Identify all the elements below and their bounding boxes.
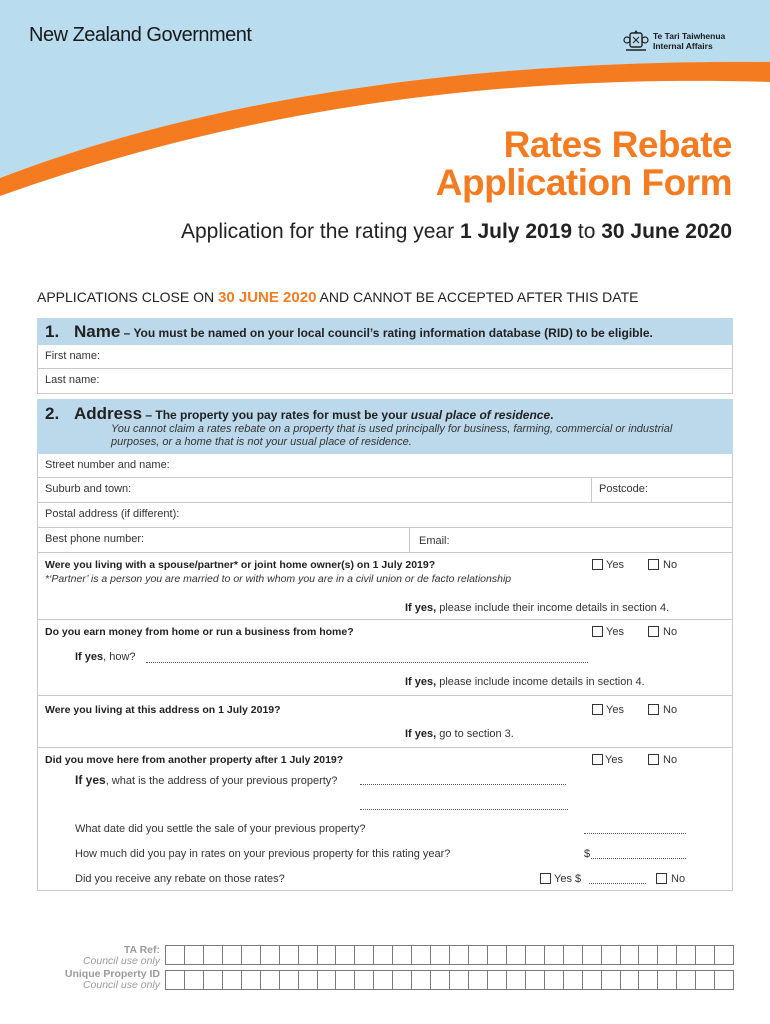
nz-government-logo: New Zealand Government: [29, 24, 252, 46]
business-yes-checkbox[interactable]: [592, 626, 603, 637]
rebate-yes-checkbox[interactable]: [540, 873, 551, 884]
suburb-postcode-row: [37, 478, 733, 503]
move-no-checkbox[interactable]: [648, 754, 659, 765]
partner-yes-checkbox[interactable]: [592, 559, 603, 570]
section-2-header: 2. Address – The property you pay rates for must be your usual place of residence. You cannot claim a rates rebate on a property that is used principally for business, farming, commercial or industrial purposes, or a home that is not your usual place of residence.: [37, 399, 733, 454]
section-2-note: You cannot claim a rates rebate on a property that is used principally for business, farming, commercial or industrial purposes, or a home that is not your usual place of residence.: [111, 423, 673, 448]
last-name-field[interactable]: Last name:: [37, 369, 733, 394]
upid-label: Unique Property ID Council use only: [64, 968, 160, 991]
page-title: Rates Rebate Application Form: [435, 124, 732, 203]
move-question-block: Did you move here from another property after 1 July 2019? Yes No If yes, what is the address of your previous property? What date did you settle the sale of your previous property? How much did you pay in rates on your previous property for this rating year? $ Did you receive any rebate on those rates? Yes $ No: [37, 748, 733, 891]
section-1-header: 1. Name – You must be named on your local council’s rating information database (RID) to be eligible.: [37, 318, 733, 345]
closing-date-notice: APPLICATIONS CLOSE ON 30 JUNE 2020 AND CANNOT BE ACCEPTED AFTER THIS DATE: [37, 289, 639, 306]
previous-address-line-1[interactable]: [360, 784, 566, 785]
suburb-field[interactable]: Suburb and town:: [45, 483, 132, 495]
street-field[interactable]: Street number and name:: [37, 454, 733, 478]
business-no-checkbox[interactable]: [648, 626, 659, 637]
upid-grid[interactable]: [165, 970, 734, 990]
business-how-line[interactable]: [146, 662, 588, 663]
rebate-amount-line[interactable]: [589, 883, 646, 884]
dept-name-english: Internal Affairs: [653, 41, 713, 51]
internal-affairs-logo: [623, 28, 725, 54]
phone-field[interactable]: Best phone number:: [45, 533, 145, 545]
partner-no-checkbox[interactable]: [648, 559, 659, 570]
partner-question-block: Were you living with a spouse/partner* or joint home owner(s) on 1 July 2019? *‘Partner’ is a person you are married to or with whom you are in a civil union or de facto relationship Yes No If yes, please include their income details in section 4.: [37, 552, 733, 620]
postal-address-field[interactable]: Postal address (if different):: [37, 503, 733, 528]
ta-ref-grid[interactable]: [165, 945, 734, 965]
rates-paid-line[interactable]: [591, 858, 686, 859]
postcode-field[interactable]: Postcode:: [599, 483, 648, 495]
living-yes-checkbox[interactable]: [592, 704, 603, 715]
rebate-no-checkbox[interactable]: [656, 873, 667, 884]
first-name-field[interactable]: First name:: [37, 345, 733, 369]
dept-name-maori: Te Tari Taiwhenua: [653, 31, 726, 41]
rating-year-subtitle: Application for the rating year 1 July 2019 to 30 June 2020: [180, 220, 732, 243]
ta-ref-label: TA Ref: Council use only: [82, 944, 160, 967]
coat-of-arms-icon: [623, 28, 649, 54]
settle-date-line[interactable]: [584, 833, 686, 834]
living-question-block: Were you living at this address on 1 July 2019? Yes No If yes, go to section 3.: [37, 696, 733, 748]
business-question-block: Do you earn money from home or run a business from home? Yes No If yes, how? If yes, please include income details in section 4.: [37, 620, 733, 696]
email-field[interactable]: Email:: [419, 535, 450, 547]
previous-address-line-2[interactable]: [360, 809, 568, 810]
move-yes-checkbox[interactable]: [592, 754, 603, 765]
phone-email-row: [37, 528, 733, 552]
living-no-checkbox[interactable]: [648, 704, 659, 715]
